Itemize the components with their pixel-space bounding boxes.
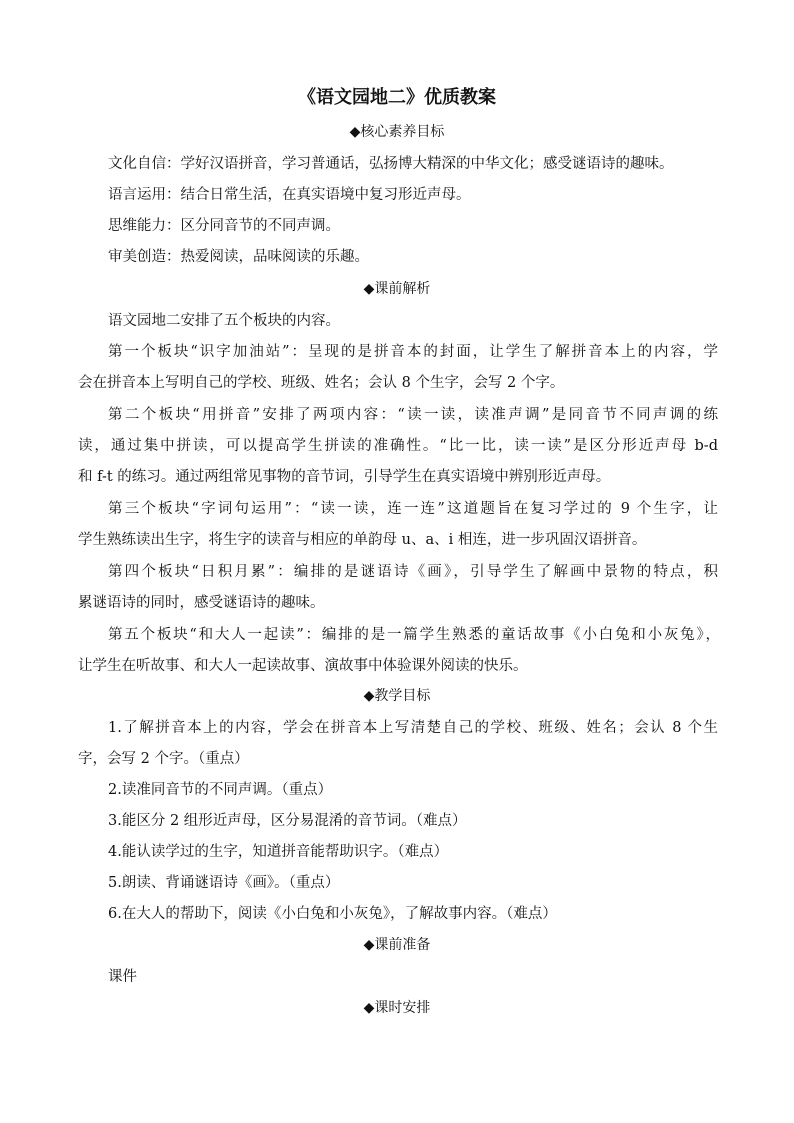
core-item-culture: 文化自信：学好汉语拼音，学习普通话，弘扬博大精深的中华文化；感受谜语诗的趣味。 <box>108 156 674 172</box>
goal-6: 6.在大人的帮助下，阅读《小白兔和小灰兔》，了解故事内容。（难点） <box>108 906 557 922</box>
goal-4: 4.能认读学过的生字，知道拼音能帮助识字。（难点） <box>108 844 449 860</box>
analysis-intro: 语文园地二安排了五个板块的内容。 <box>108 313 340 329</box>
analysis-paragraph-5-line-1: 第五个板块“和大人一起读”：编排的是一篇学生熟悉的童话故事《小白兔和小灰兔》， <box>108 627 720 643</box>
core-item-thinking: 思维能力：区分同音节的不同声调。 <box>108 218 340 234</box>
analysis-paragraph-3-line-1: 第三个板块“字词句运用”：“读一读，连一连”这道题旨在复习学过的 9 个生字，让 <box>108 501 718 517</box>
core-item-aesthetic: 审美创造：热爱阅读，品味阅读的乐趣。 <box>108 249 369 265</box>
goal-1-line-1: 1.了解拼音本上的内容，学会在拼音本上写清楚自己的学校、班级、姓名；会认 8 个生 <box>108 720 718 736</box>
section-heading-prep: ◆课前准备 <box>363 937 431 953</box>
goal-5: 5.朗读、背诵谜语诗《画》。（重点） <box>108 875 340 891</box>
section-heading-analysis: ◆课前解析 <box>363 281 431 297</box>
analysis-paragraph-1-line-2: 会在拼音本上写明自己的学校、班级、姓名；会认 8 个生字，会写 2 个字。 <box>78 375 565 391</box>
analysis-paragraph-2-line-3: 和 f-t 的练习。通过两组常见事物的音节词，引导学生在真实语境中辨别形近声母。 <box>78 469 611 485</box>
goal-3: 3.能区分 2 组形近声母，区分易混淆的音节词。（难点） <box>108 813 467 829</box>
goal-2: 2.读准同音节的不同声调。（重点） <box>108 782 333 798</box>
document-title: 《语文园地二》优质教案 <box>298 87 496 108</box>
section-heading-goals: ◆教学目标 <box>363 688 431 704</box>
analysis-paragraph-2-line-2: 读，通过集中拼读，可以提高学生拼读的准确性。“比一比，读一读”是区分形近声母 b-d <box>78 438 718 454</box>
section-heading-schedule: ◆课时安排 <box>363 1000 431 1016</box>
section-heading-core: ◆核心素养目标 <box>349 124 445 140</box>
analysis-paragraph-3-line-2: 学生熟练读出生字，将生字的读音与相应的单韵母 u、a、i 相连，进一步巩固汉语拼音。 <box>78 532 647 548</box>
analysis-paragraph-4-line-2: 累谜语诗的同时，感受谜语诗的趣味。 <box>78 595 325 611</box>
analysis-paragraph-4-line-1: 第四个板块“日积月累”：编排的是谜语诗《画》，引导学生了解画中景物的特点，积 <box>108 564 718 580</box>
analysis-paragraph-5-line-2: 让学生在听故事、和大人一起读故事、演故事中体验课外阅读的快乐。 <box>78 658 528 674</box>
core-item-language: 语言运用：结合日常生活，在真实语境中复习形近声母。 <box>108 187 471 203</box>
goal-1-line-2: 字，会写 2 个字。（重点） <box>78 751 249 767</box>
analysis-paragraph-1-line-1: 第一个板块“识字加油站”：呈现的是拼音本的封面，让学生了解拼音本上的内容，学 <box>108 344 718 360</box>
prep-text: 课件 <box>108 969 137 985</box>
analysis-paragraph-2-line-1: 第二个板块“用拼音”安排了两项内容：“读一读，读准声调”是同音节不同声调的练 <box>108 407 718 423</box>
